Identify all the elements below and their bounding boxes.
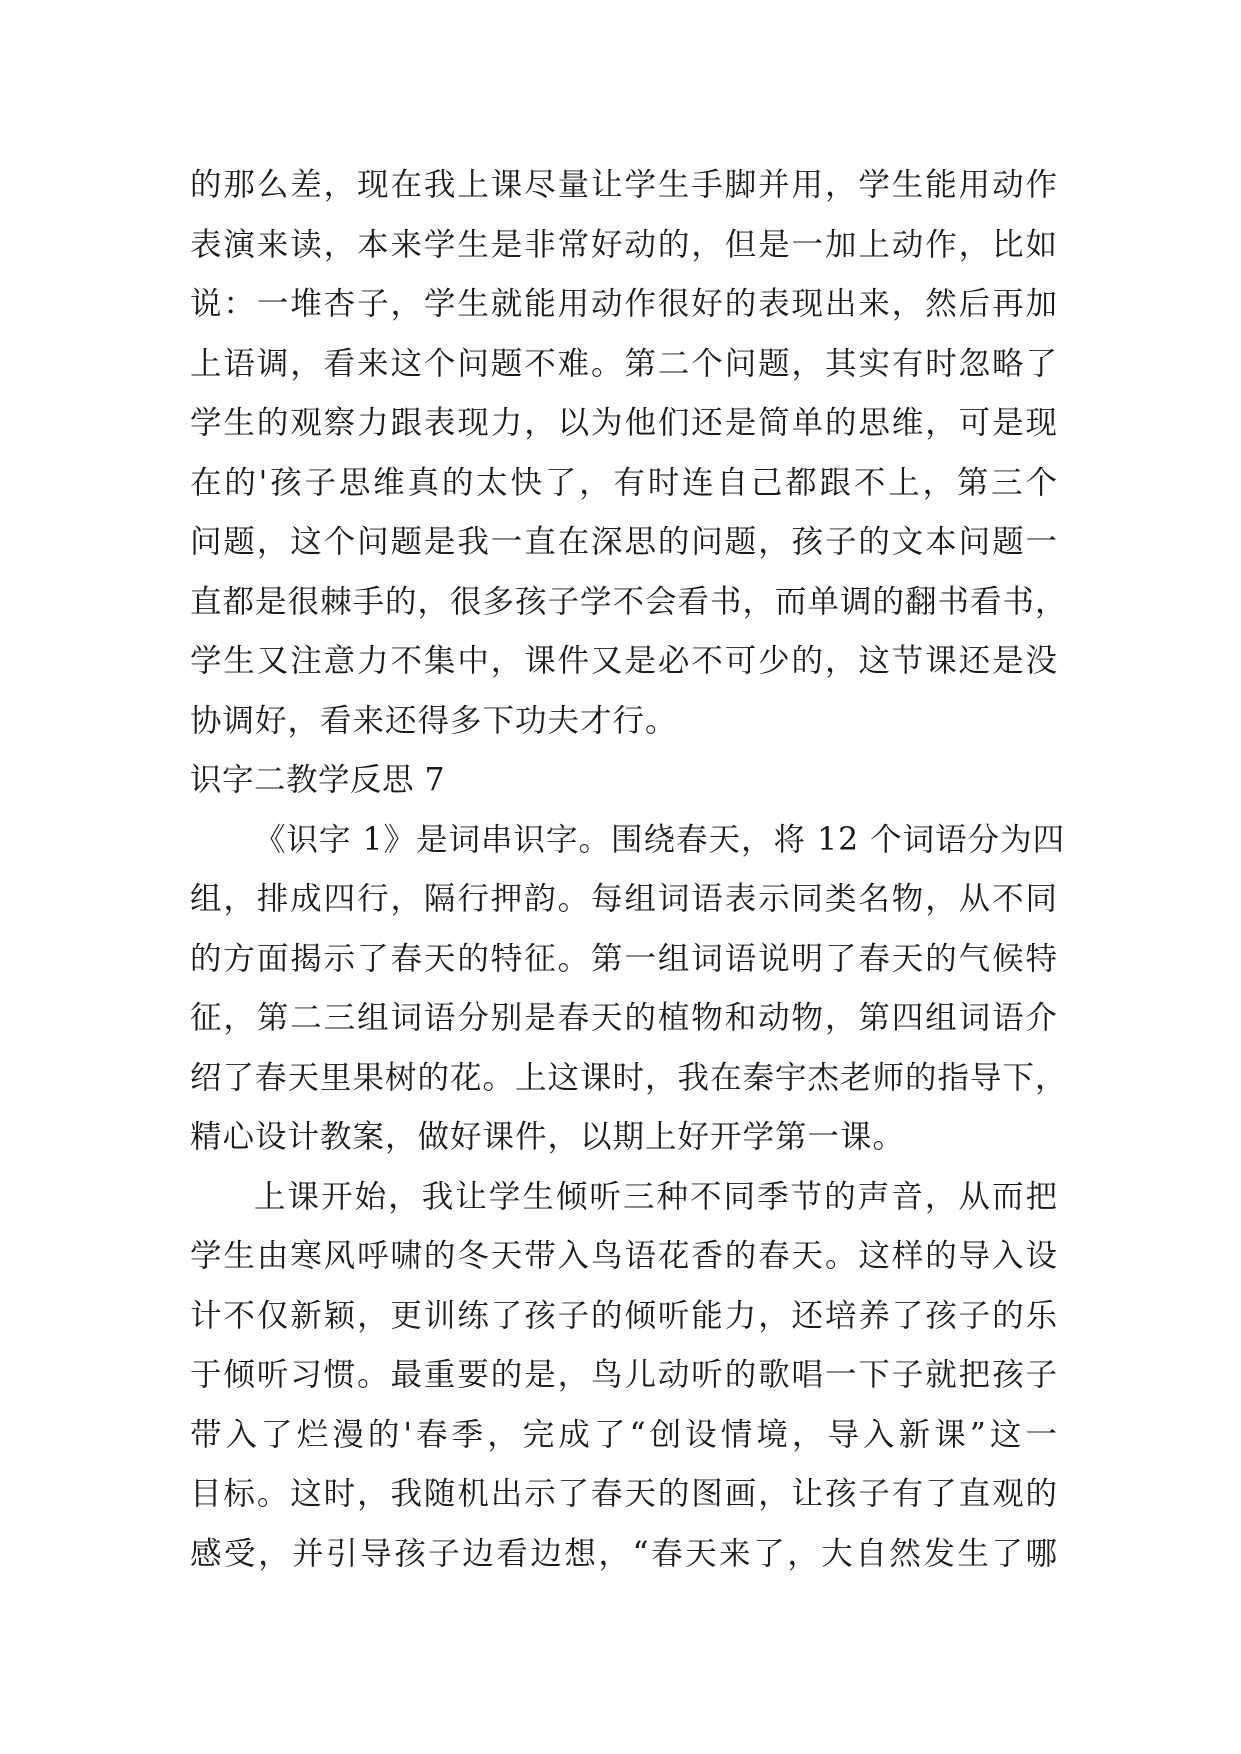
continuation-paragraph (190, 156, 1068, 751)
text-line: 学生的观察力跟表现力，以为他们还是简单的思维，可是现 (190, 405, 1058, 441)
text-line: 的方面揭示了春天的特征。第一组词语说明了春天的气候特 (190, 940, 1058, 977)
text-line: 直都是很棘手的，很多孩子学不会看书，而单调的翻书看书， (190, 583, 1068, 620)
section-heading: 识字二教学反思 7 (190, 762, 446, 798)
text-line: 目标。这时，我随机出示了春天的图画，让孩子有了直观的 (190, 1476, 1058, 1512)
text-line: 协调好，看来还得多下功夫才行。 (190, 702, 678, 739)
text-line: 感受，并引导孩子边看边想，“春天来了，大自然发生了哪 (190, 1535, 1058, 1572)
text-line: 《识字 1》是词串识字。围绕春天，将 12 个词语分为四 (254, 821, 1066, 858)
document-page (190, 156, 1068, 1584)
paragraph-3 (190, 1168, 1058, 1585)
text-line: 在的'孩子思维真的太快了，有时连自己都跟不上，第三个 (190, 464, 1058, 501)
text-line: 于倾听习惯。最重要的是，鸟儿动听的歌唱一下子就把孩子 (190, 1357, 1058, 1393)
text-line: 问题，这个问题是我一直在深思的问题，孩子的文本问题一 (190, 524, 1058, 560)
text-line: 的那么差，现在我上课尽量让学生手脚并用，学生能用动作 (190, 167, 1058, 203)
text-line: 精心设计教案，做好课件，以期上好开学第一课。 (190, 1119, 906, 1155)
text-line: 绍了春天里果树的花。上这课时，我在秦宇杰老师的指导下， (190, 1059, 1068, 1096)
text-line: 上语调，看来这个问题不难。第二个问题，其实有时忽略了 (190, 345, 1058, 382)
text-line: 学生由寒风呼啸的冬天带入鸟语花香的春天。这样的导入设 (190, 1238, 1058, 1274)
text-line: 上课开始，我让学生倾听三种不同季节的声音，从而把 (254, 1178, 1058, 1215)
paragraph-2 (190, 811, 1068, 1168)
text-line: 计不仅新颖，更训练了孩子的倾听能力，还培养了孩子的乐 (190, 1297, 1058, 1334)
text-line: 组，排成四行，隔行押韵。每组词语表示同类名物，从不同 (190, 881, 1058, 917)
text-line: 表演来读，本来学生是非常好动的，但是一加上动作，比如 (190, 226, 1058, 263)
text-line: 带入了烂漫的'春季，完成了“创设情境，导入新课”这一 (190, 1416, 1058, 1453)
text-line: 学生又注意力不集中，课件又是必不可少的，这节课还是没 (190, 643, 1058, 679)
text-line: 征，第二三组词语分别是春天的植物和动物，第四组词语介 (190, 1000, 1058, 1036)
text-line: 说：一堆杏子，学生就能用动作很好的表现出来，然后再加 (190, 286, 1058, 322)
